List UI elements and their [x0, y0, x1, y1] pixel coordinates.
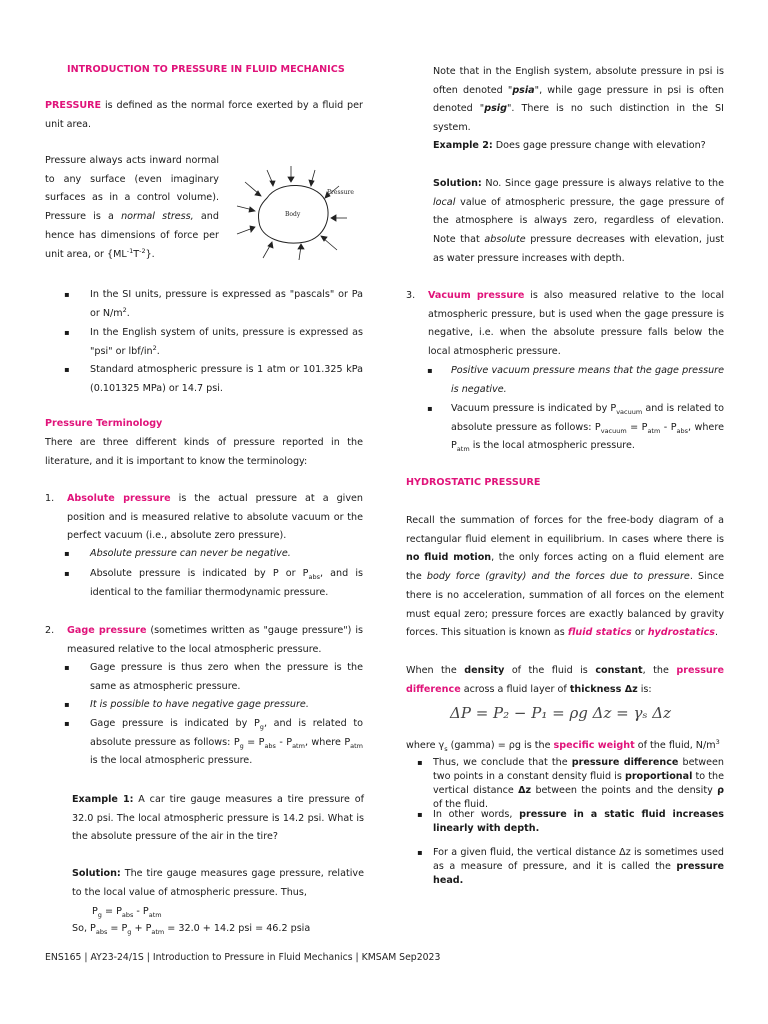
terminology-text: There are three different kinds of pressure reported in the literature, and it is important to know the terminology:	[45, 437, 363, 467]
solution-1-equation: $P_g = P_{abs} - P_{atm}$	[92, 906, 162, 919]
list-item: ▪ Thus, we conclude that the pressure difference between two points in a constant density fluid is proportional to the vertical distance Δz between the points and the density ρ of the fluid.	[417, 757, 725, 810]
example-1: Example 1: A car tire gauge measures a tire pressure of 32.0 psi. The local atmospheric pressure is 14.2 psi. What is the absolute pressure of the air in the tire?	[72, 794, 364, 843]
list-item: ▪ In the SI units, pressure is expressed as "pascals" or Pa or $N/m^2$.	[64, 289, 363, 319]
list-item: ▪ Positive vacuum pressure means that the gage pressure is negative.	[427, 365, 724, 395]
list-item: ▪ Gage pressure is thus zero when the pressure is the same as atmospheric pressure.	[64, 662, 363, 692]
list-item: ▪ It is possible to have negative gage pressure.	[64, 699, 309, 710]
absolute-pressure-item: 1. Absolute pressure is the actual pressure at a given position and is measured relative to absolute vacuum or the perfect vacuum (i.e., absolute zero pressure).	[45, 493, 363, 542]
pressure-definition: PRESSURE is defined as the normal force exerted by a fluid per unit area.	[45, 100, 363, 130]
pressure-body-figure	[229, 160, 363, 264]
figure-label-body: Body	[285, 211, 301, 218]
pressure-inward-paragraph: Pressure always acts inward normal to any surface (even imaginary surfaces as in a control volume). Pressure is a normal stress, and hence has dimensions of force per unit area, or $\{ML^{-1}T^{-2}\}$.	[45, 155, 219, 260]
hydrostatic-equation: ΔP = P₂ − P₁ = ρg Δz = γₛ Δz	[450, 704, 672, 722]
english-system-note: Note that in the English system, absolute pressure in psi is often denoted "psia", while gage pressure in psi is often denoted "psig". There is no such distinction in the SI system.	[433, 66, 724, 134]
list-item: ▪ Absolute pressure is indicated by P or $P_{abs}$, and is identical to the familiar thermodynamic pressure.	[64, 568, 363, 598]
list-item: ▪ Gage pressure is indicated by $P_g$, and is related to absolute pressure as follows: $P_g = P_{abs} - P_{atm}$, where $P_{atm}$ is the local atmospheric pressure.	[64, 718, 363, 767]
list-item: ▪ In the English system of units, pressure is expressed as "psi" or lbf/$in^2$.	[64, 327, 363, 357]
hydrostatic-heading: HYDROSTATIC PRESSURE	[406, 477, 541, 488]
page-title: INTRODUCTION TO PRESSURE IN FLUID MECHANICS	[67, 64, 345, 75]
gage-pressure-item: 2. Gage pressure (sometimes written as "gauge pressure") is measured relative to the local atmospheric pressure.	[45, 625, 363, 655]
list-item: ▪ For a given fluid, the vertical distance Δz is sometimes used as a measure of pressure, and it is called the pressure head.	[417, 847, 724, 886]
solution-1-result: So, $P_{abs} = P_g + P_{atm} = 32.0 + 14.2$ psi = 46.2 psia	[72, 923, 311, 936]
page-footer: ENS165 | AY23-24/1S | Introduction to Pressure in Fluid Mechanics | KMSAM Sep2023	[45, 952, 441, 963]
figure-label-pressure: Pressure	[327, 189, 354, 196]
list-item: ▪ Absolute pressure can never be negative.	[64, 548, 291, 559]
specific-weight-line: where $\gamma_s$ (gamma) = ρg is the specific weight of the fluid, $N/m^3$	[406, 737, 720, 753]
vacuum-pressure-item: 3. Vacuum pressure is also measured relative to the local atmospheric pressure, but is used when the gage pressure is negative, i.e. when the absolute pressure falls below the local atmospheric pressure.	[406, 290, 724, 358]
terminology-heading: Pressure Terminology	[45, 418, 163, 429]
list-item: ▪ In other words, pressure in a static fluid increases linearly with depth.	[417, 809, 724, 834]
list-item: ▪ Standard atmospheric pressure is 1 atm or 101.325 kPa (0.101325 MPa) or 14.7 psi.	[64, 364, 363, 394]
example-2: Example 2: Does gage pressure change with elevation?	[433, 140, 706, 151]
solution-2: Solution: No. Since gage pressure is always relative to the local value of atmospheric pressure, the gage pressure of the atmosphere is always zero, regardless of elevation. Note that absolute pressure decreases with elevation, just as water pressure increases with depth.	[433, 178, 724, 264]
density-paragraph: When the density of the fluid is constant, the pressure difference across a fluid layer of thickness Δz is:	[406, 665, 724, 695]
list-item: ▪ Vacuum pressure is indicated by $P_{vacuum}$ and is related to absolute pressure as follows: $P_{vacuum} = P_{atm} - P_{abs}$, where $P_{atm}$ is the local atmospheric pressure.	[427, 403, 724, 454]
hydrostatic-paragraph: Recall the summation of forces for the free-body diagram of a rectangular fluid element in equilibrium. In cases where there is no fluid motion, the only forces acting on a fluid element are the body force (gravity) and the forces due to pressure. Since there is no acceleration, summation of all forces on the element must equal zero; pressure forces are exactly balanced by gravity forces. This situation is known as fluid statics or hydrostatics.	[406, 515, 724, 639]
solution-1: Solution: The tire gauge measures gage pressure, relative to the local value of atmospheric pressure. Thus,	[72, 868, 364, 898]
